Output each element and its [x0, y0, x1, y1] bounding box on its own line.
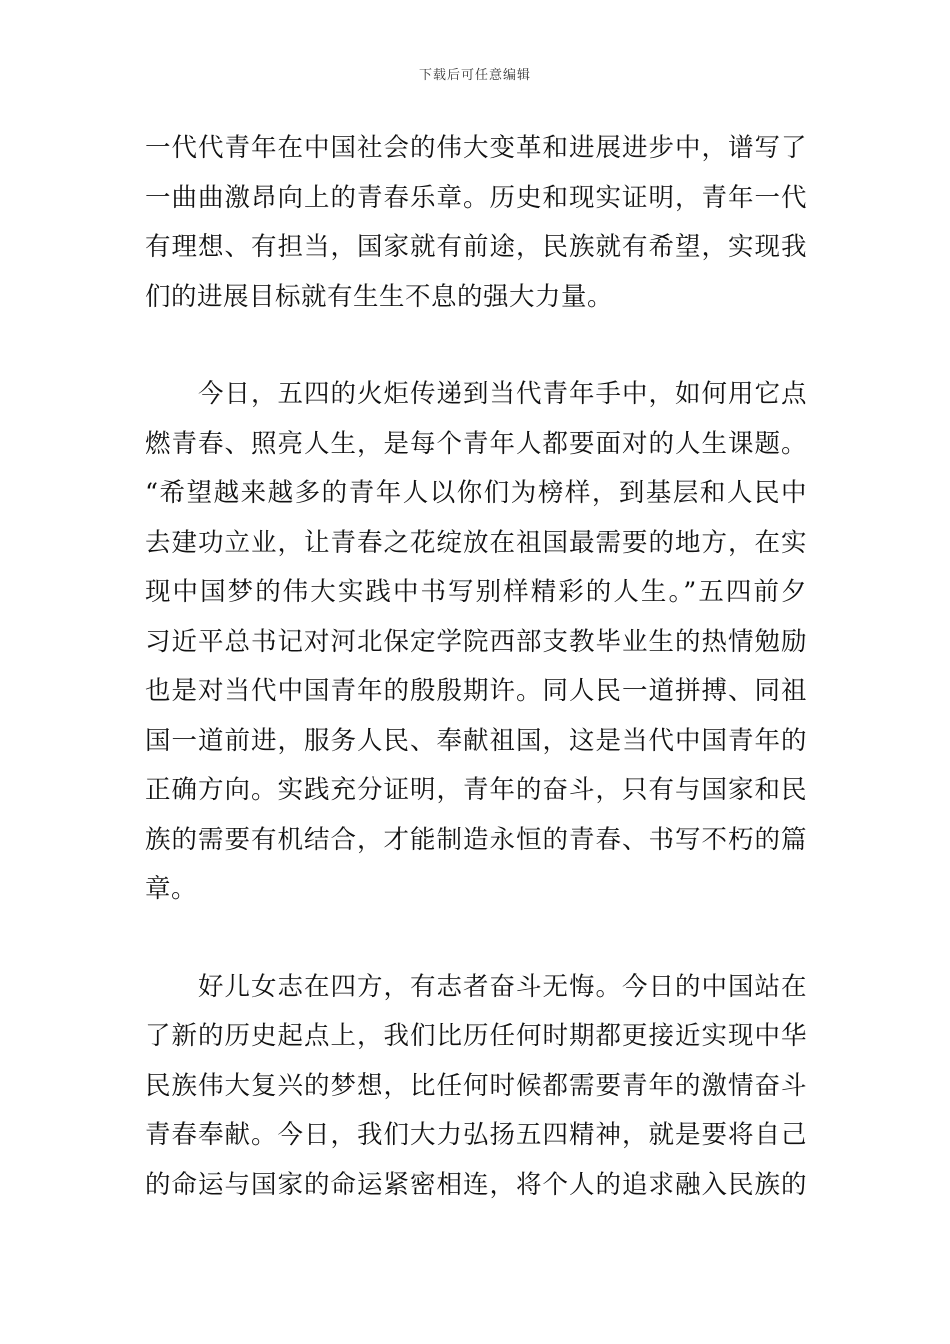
text-line: 一代代青年在中国社会的伟大变革和进展进步中，谱写了	[145, 133, 807, 163]
paragraph-1	[145, 124, 807, 322]
text-line: 今日，五四的火炬传递到当代青年手中，如何用它点	[145, 379, 807, 409]
text-line: 的命运与国家的命运紧密相连，将个人的追求融入民族的	[145, 1169, 807, 1200]
paragraph-gap	[145, 915, 807, 963]
text-line: 一曲曲激昂向上的青春乐章。历史和现实证明，青年一代	[145, 182, 807, 213]
text-line: 们的进展目标就有生生不息的强大力量。	[145, 281, 614, 312]
text-line: 有理想、有担当，国家就有前途，民族就有希望，实现我	[145, 232, 807, 262]
text-line: 好儿女志在四方，有志者奋斗无悔。今日的中国站在	[145, 971, 807, 1002]
text-line: 正确方向。实践充分证明，青年的奋斗，只有与国家和民	[145, 775, 807, 805]
text-line: 习近平总书记对河北保定学院西部支教毕业生的热情勉励	[145, 626, 807, 657]
paragraph-gap	[145, 322, 807, 370]
text-line: 也是对当代中国青年的殷殷期许。同人民一道拼搏、同祖	[145, 676, 807, 706]
text-line: 民族伟大复兴的梦想，比任何时候都需要青年的激情奋斗	[145, 1070, 807, 1101]
text-line: 青春奉献。今日，我们大力弘扬五四精神，就是要将自己	[145, 1120, 807, 1150]
paragraph-3	[145, 963, 807, 1211]
text-line: 族的需要有机结合，才能制造永恒的青春、书写不朽的篇	[145, 824, 807, 855]
document-body	[145, 124, 807, 1210]
text-line: 燃青春、照亮人生，是每个青年人都要面对的人生课题。	[145, 428, 807, 459]
page-header: 下载后可任意编辑	[418, 68, 531, 83]
text-line: 现中国梦的伟大实践中书写别样精彩的人生。”五四前夕	[145, 577, 807, 607]
paragraph-2	[145, 370, 807, 915]
text-line: 去建功立业，让青春之花绽放在祖国最需要的地方，在实	[145, 527, 807, 558]
text-line: 了新的历史起点上，我们比历任何时期都更接近实现中华	[145, 1021, 807, 1051]
text-line: “希望越来越多的青年人以你们为榜样，到基层和人民中	[145, 478, 807, 508]
text-line: 章。	[145, 874, 198, 904]
text-line: 国一道前进，服务人民、奉献祖国，这是当代中国青年的	[145, 725, 807, 756]
